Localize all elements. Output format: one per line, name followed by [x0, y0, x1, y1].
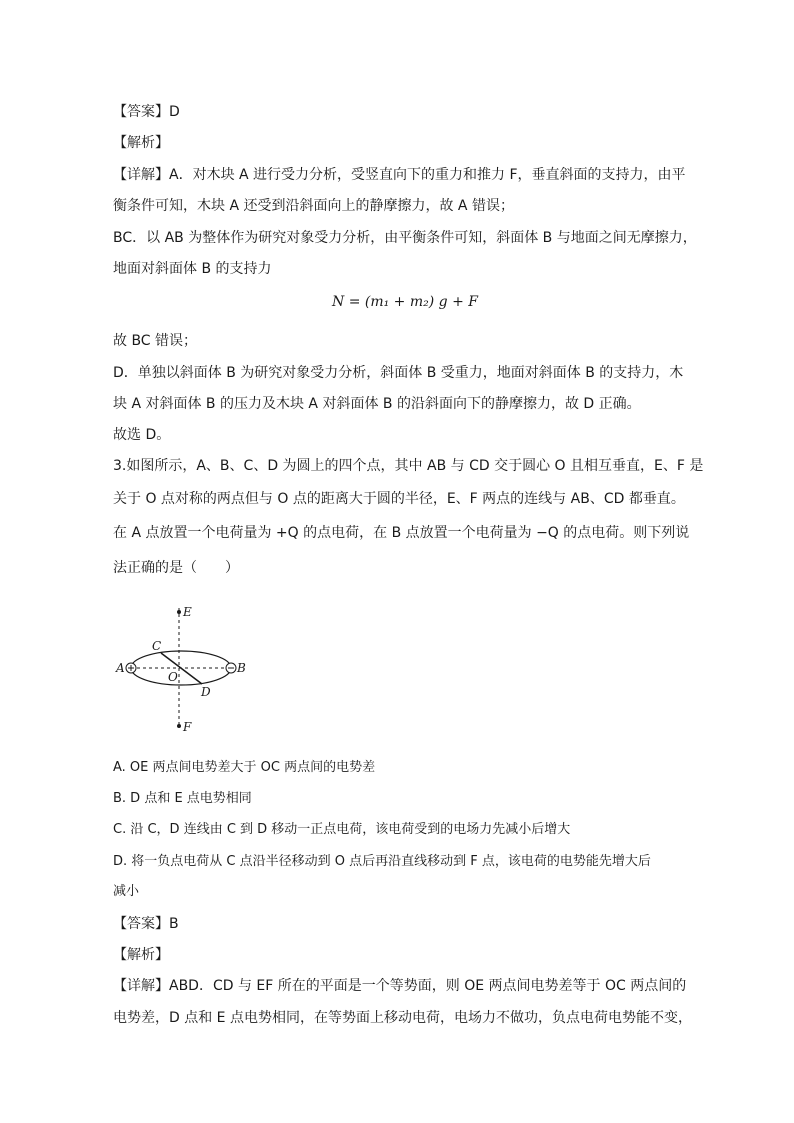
detail-d-line-1: D．单独以斜面体 B 为研究对象受力分析，斜面体 B 受重力，地面对斜面体 B 的支持力，木 [113, 365, 684, 381]
label-c: C [152, 639, 162, 653]
question-3-line-4: 法正确的是（ ） [113, 560, 239, 576]
label-e: E [183, 605, 192, 619]
point-f [177, 724, 181, 728]
label-a: A [116, 661, 125, 675]
point-e [177, 610, 181, 614]
analysis-1: 【解析】 [113, 135, 169, 151]
answer-2: 【答案】B [113, 916, 179, 932]
option-c: C. 沿 C，D 连线由 C 到 D 移动一正点电荷，该电荷受到的电场力先减小后增大 [113, 822, 571, 837]
support-force-formula: N = (m₁ + m₂) g + F [332, 294, 478, 310]
option-b: B. D 点和 E 点电势相同 [113, 791, 252, 806]
detail-bc-line-2: 地面对斜面体 B 的支持力 [113, 261, 272, 277]
label-f: F [183, 720, 192, 734]
option-d-line-1: D. 将一负点电荷从 C 点沿半径移动到 O 点后再沿直线移动到 F 点，该电荷的电势能先增大后 [113, 854, 651, 869]
choose-answer: 故选 D。 [113, 427, 171, 443]
label-b: B [237, 661, 246, 675]
detail-a-line-1: 【详解】A．对木块 A 进行受力分析，受竖直向下的重力和推力 F，垂直斜面的支持力，由平 [113, 167, 686, 183]
option-a: A. OE 两点间电势差大于 OC 两点间的电势差 [113, 760, 376, 775]
detail-d-line-2: 块 A 对斜面体 B 的压力及木块 A 对斜面体 B 的沿斜面向下的静摩擦力，故 D 正确。 [113, 396, 641, 412]
label-o: O [168, 670, 178, 684]
detail-2-line-2: 电势差，D 点和 E 点电势相同，在等势面上移动电荷，电场力不做功，负点电荷电势能不变， [113, 1010, 692, 1026]
question-3-line-1: 3.如图所示，A、B、C、D 为圆上的四个点，其中 AB 与 CD 交于圆心 O 且相互垂直，E、F 是 [113, 458, 704, 474]
question-3-line-3: 在 A 点放置一个电荷量为 +Q 的点电荷，在 B 点放置一个电荷量为 −Q 的点电荷。则下列说 [113, 525, 690, 541]
answer-1: 【答案】D [113, 104, 180, 120]
detail-a-line-2: 衡条件可知，木块 A 还受到沿斜面向上的静摩擦力，故 A 错误； [113, 198, 514, 214]
detail-2-line-1: 【详解】ABD．CD 与 EF 所在的平面是一个等势面，则 OE 两点间电势差等于 OC 两点间的 [113, 978, 687, 994]
analysis-2: 【解析】 [113, 947, 169, 963]
question-3-line-2: 关于 O 点对称的两点但与 O 点的距离大于圆的半径，E、F 两点的连线与 AB、CD 都垂直。 [113, 491, 685, 507]
charge-circle-figure [113, 600, 253, 740]
detail-bc-line-3: 故 BC 错误； [113, 333, 198, 349]
label-d: D [201, 685, 211, 699]
option-d-line-2: 减小 [113, 884, 140, 899]
detail-bc-line-1: BC．以 AB 为整体作为研究对象受力分析，由平衡条件可知，斜面体 B 与地面之间无摩擦力， [113, 230, 697, 246]
